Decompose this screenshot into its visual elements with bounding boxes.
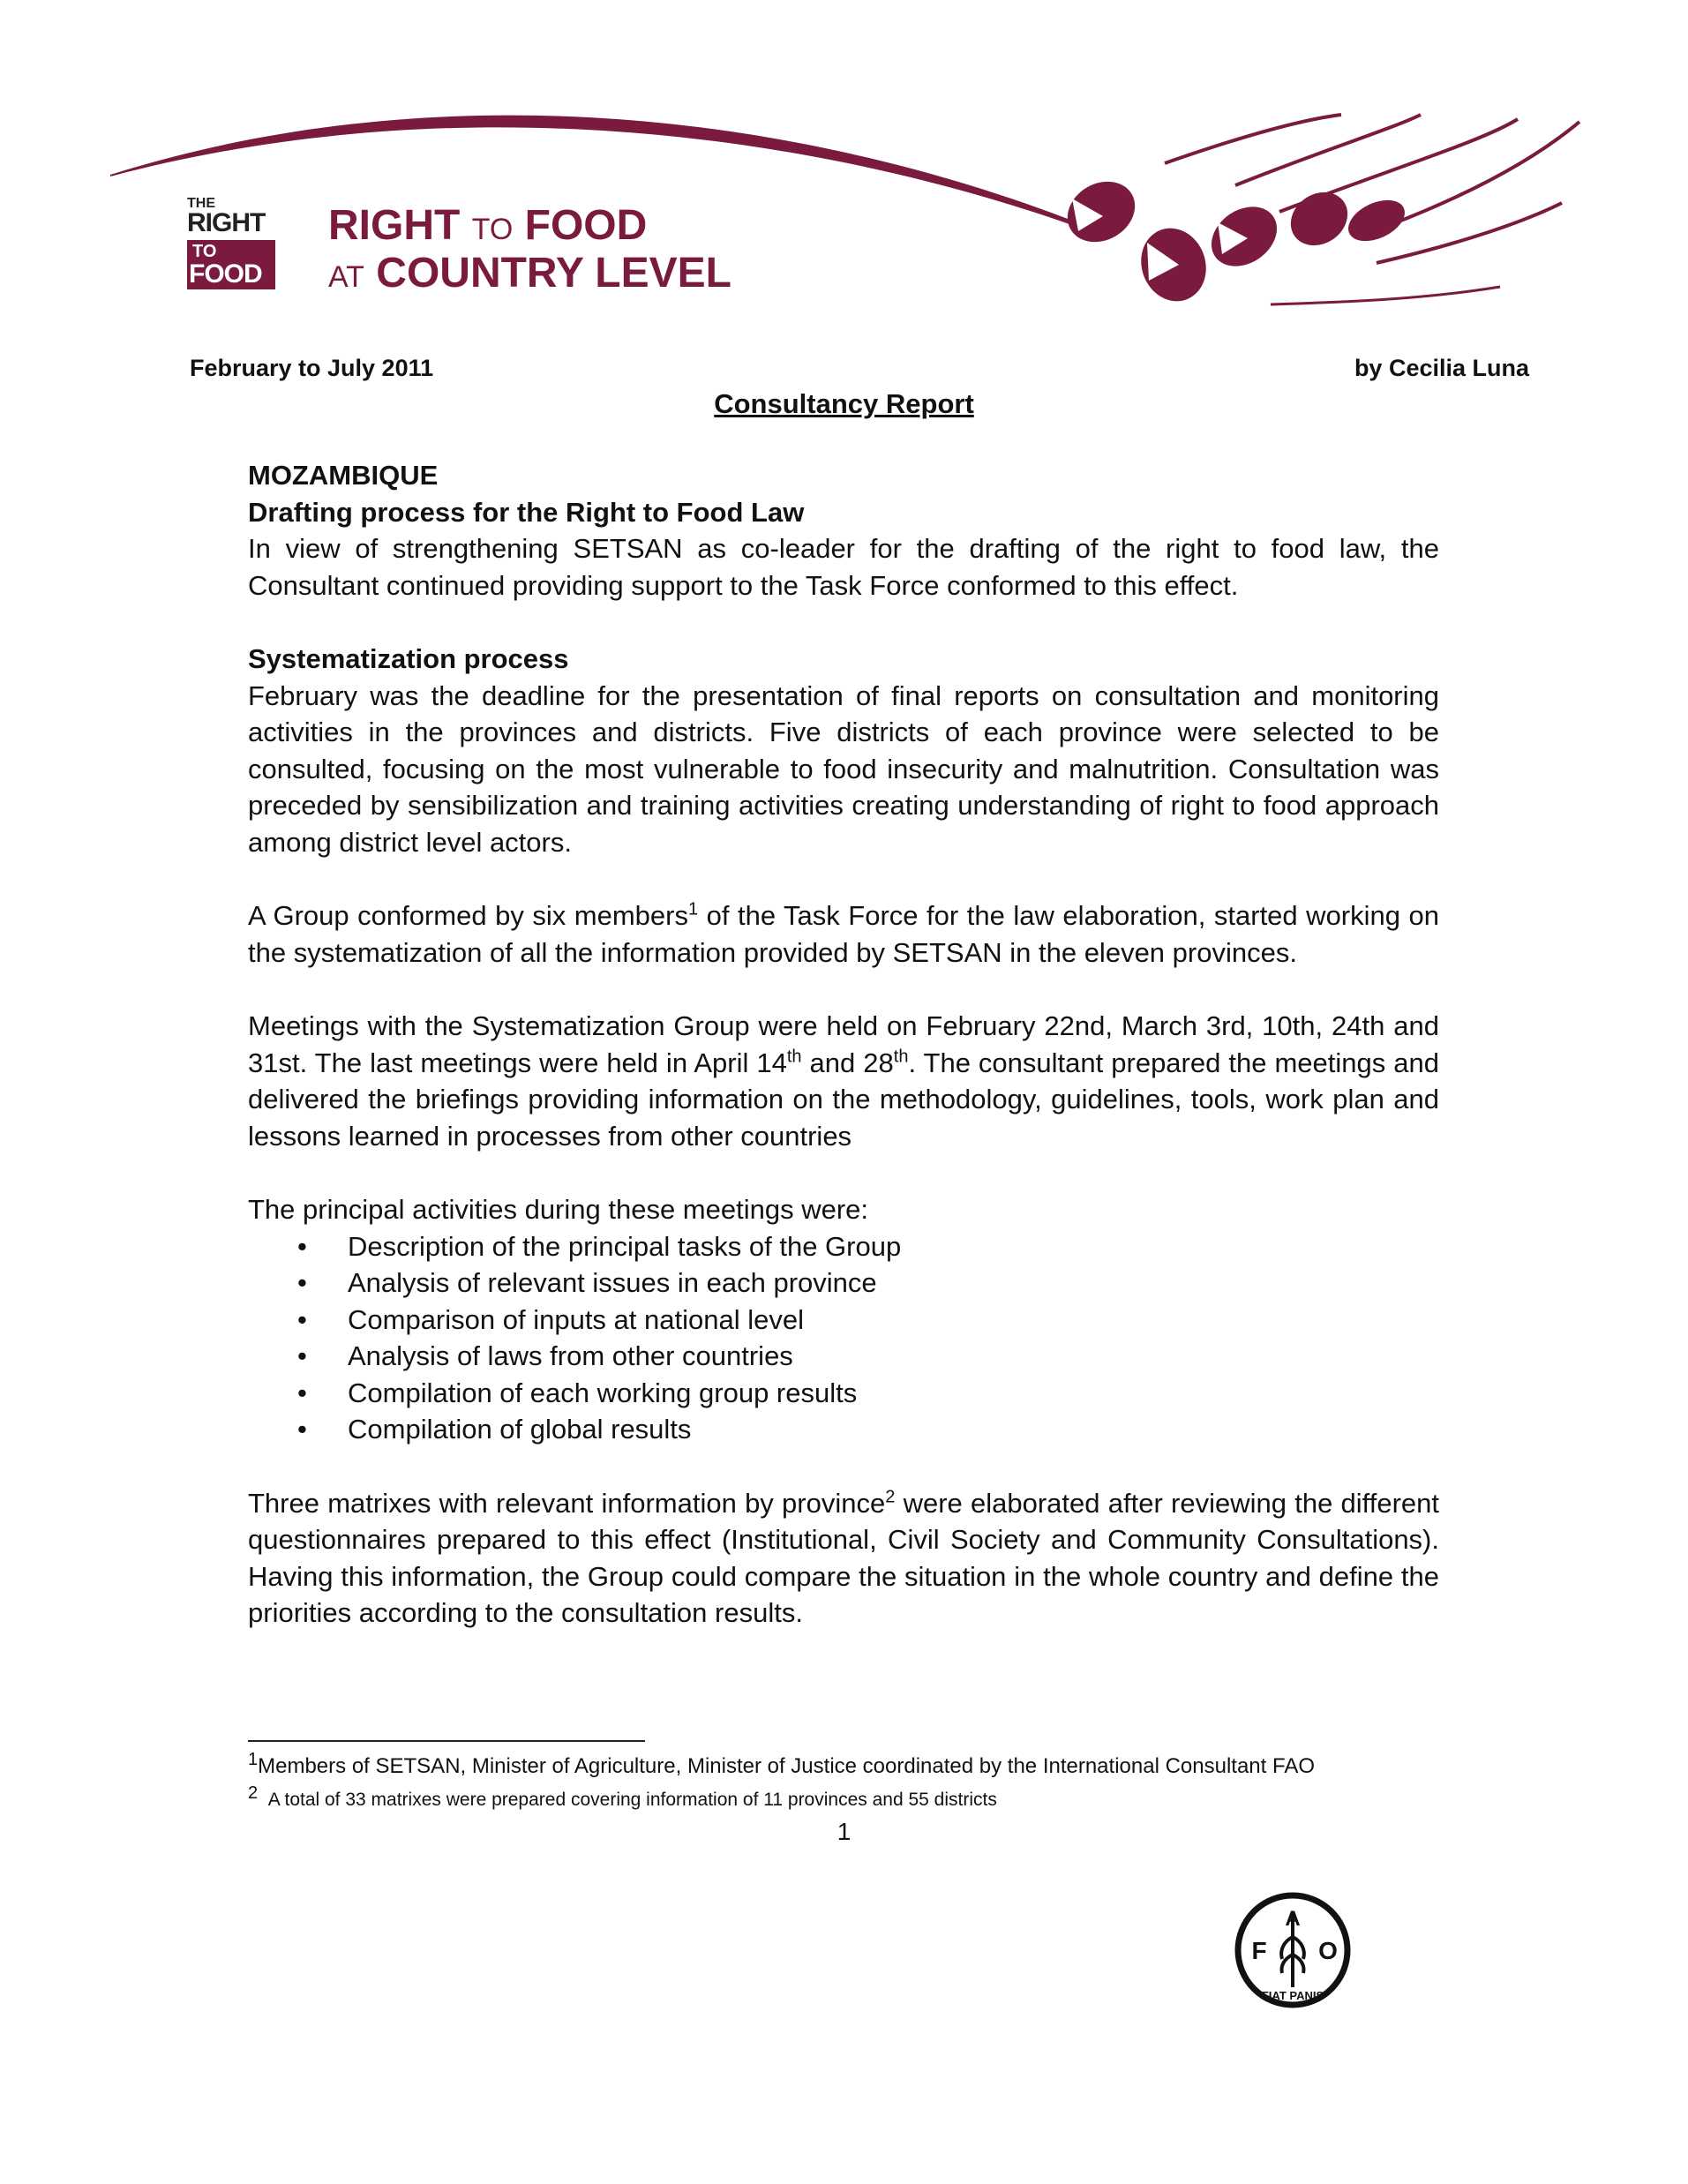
list-item [248,1375,1439,1412]
spacer [248,860,1439,897]
paragraph-group [248,897,1439,971]
page-number: 1 [836,1818,852,1845]
list-item [248,1302,1439,1339]
fao-letter-f: F [1251,1937,1267,1964]
superscript-th-2: th [893,1047,909,1067]
report-title-text: Consultancy Report [714,388,974,419]
list-item-text: Analysis of laws from other countries [348,1340,793,1371]
list-item [248,1411,1439,1448]
bullet-icon: • [297,1230,307,1262]
activities-list [248,1228,1439,1448]
paragraph-group-text-b: of the Task Force for the law elaboration, started working on the systematization of all the information provided by SETSAN in the eleven provinces. [248,900,1439,968]
wheat-grain-1 [1056,169,1145,253]
banner-at: AT [328,260,364,294]
section-heading-drafting: Drafting process for the Right to Food Law [248,496,805,528]
footnote-2 [248,1783,997,1811]
paragraph-meetings-text-b: and 28 [801,1047,894,1078]
fao-motto: FIAT PANIS [1261,1989,1324,2002]
paragraph-meetings-text-c: . The consultant prepared the meetings and delivered the briefings providing information on the methodology, guidelines, tools, work plan and lessons learned in processes from other countries [248,1047,1439,1152]
banner-line-1 [328,201,647,250]
footnote-2-text: A total of 33 matrixes were prepared covering information of 11 provinces and 55 districts [267,1790,997,1810]
report-body [248,457,1439,1632]
footnote-ref-2[interactable]: 2 [885,1487,896,1507]
activities-intro: The principal activities during these meetings were: [248,1194,869,1225]
footnote-2-mark: 2 [248,1783,259,1803]
spacer [248,971,1439,1008]
logo-food-block [187,240,275,289]
banner-food: FOOD [524,202,648,249]
list-item [248,1265,1439,1302]
swoosh-stroke-2 [1235,115,1421,185]
spacer [248,604,1439,641]
section-heading-systematization: Systematization process [248,643,569,674]
bullet-icon: • [297,1303,307,1335]
bullet-icon: • [297,1377,307,1408]
list-item-text: Compilation of global results [348,1414,692,1445]
footnote-1 [248,1750,1315,1779]
logo-the-text: THE [187,196,215,211]
wheat-grain-5 [1342,192,1412,250]
country-heading: MOZAMBIQUE [248,460,439,491]
list-item-text: Compilation of each working group results [348,1377,858,1408]
report-period: February to July 2011 [190,355,434,381]
bullet-icon: • [297,1340,307,1371]
report-title [0,388,1688,420]
right-to-food-logo [187,196,282,295]
footnote-divider [248,1740,645,1742]
list-item-text: Analysis of relevant issues in each province [348,1267,877,1298]
list-item [248,1338,1439,1375]
paragraph-meetings-text-a: Meetings with the Systematization Group were held on February 22nd, March 3rd, 10th, 24th and 31st. The last meetings were held in April 14 [248,1010,1439,1078]
bullet-icon: • [297,1267,307,1298]
wheat-grain-4 [1280,182,1358,257]
spacer [248,1448,1439,1485]
fao-letter-o: O [1318,1937,1338,1964]
paragraph-meetings [248,1008,1439,1154]
footnote-1-mark: 1 [248,1750,259,1769]
paragraph-drafting: In view of strengthening SETSAN as co-leader for the drafting of the right to food law, the Consultant continued providing support to the Task Force conformed to this effect. [248,533,1439,601]
banner-to: TO [471,213,514,246]
bullet-icon: • [297,1414,307,1445]
logo-right-text: RIGHT [187,208,266,237]
fao-letter-a: A [1285,1907,1301,1931]
paragraph-matrixes-text-b: were elaborated after reviewing the different questionnaires prepared to this effect (Institutional, Civil Society and Community Consultations). Having this information, the Group could compare the situation in the whole country and define the priorities according to the consultation results. [248,1487,1439,1628]
superscript-th-1: th [786,1047,802,1067]
list-item-text: Comparison of inputs at national level [348,1303,804,1335]
footnote-1-text: Members of SETSAN, Minister of Agriculture, Minister of Justice coordinated by the International Consultant FAO [258,1754,1315,1778]
swoosh-stroke-6 [1271,287,1500,304]
spacer [248,1154,1439,1191]
report-author: by Cecilia Luna [1354,355,1529,381]
footnote-ref-1[interactable]: 1 [687,899,699,919]
list-item [248,1228,1439,1265]
paragraph-matrixes-text-a: Three matrixes with relevant information by province [248,1487,886,1519]
paragraph-systematization: February was the deadline for the presentation of final reports on consultation and monitoring activities in the provinces and districts. Five districts of each province were selected to be consulted, focusing on the most vulnerable to food insecurity and malnutrition. Consultation was preceded by sensibilization and training activities creating understanding of right to food approach among district level actors. [248,679,1439,858]
logo-to-text: TO [192,242,217,261]
paragraph-group-text-a: A Group conformed by six members [248,900,688,931]
fao-logo [1231,1888,1354,2012]
banner-right: RIGHT [328,202,461,249]
banner-line-2 [328,249,731,297]
list-item-text: Description of the principal tasks of the Group [348,1230,902,1262]
logo-food-text: FOOD [189,259,262,289]
banner-country-level: COUNTRY LEVEL [376,250,731,296]
paragraph-matrixes [248,1485,1439,1632]
